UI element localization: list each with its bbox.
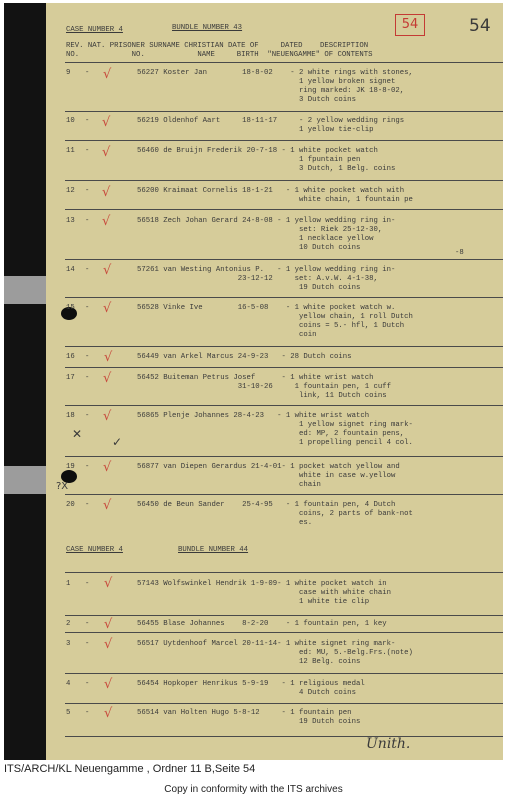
red-check-mark: √ <box>103 263 112 278</box>
red-check-mark: √ <box>103 301 112 316</box>
row-entry: 56865 Plenje Johannes 28-4-23 - 1 white wrist watch 1 yellow signet ring mark- ed: MP, 2 fountain pens, 1 propelling pencil 4 col. <box>137 412 413 447</box>
red-check-mark: √ <box>104 637 113 652</box>
row-divider <box>65 346 503 347</box>
rev-number: 16 <box>66 353 75 361</box>
row-entry: 56514 van Holten Hugo 5-8-12 - 1 fountain pen 19 Dutch coins <box>137 709 361 726</box>
column-headers-line-1: REV. NAT. PRISONER SURNAME CHRISTIAN DATE OF DATED DESCRIPTION <box>66 42 369 50</box>
nationality-dash: - <box>85 266 90 274</box>
rev-number: 4 <box>66 680 71 688</box>
rev-number: 18 <box>66 412 75 420</box>
nationality-dash: - <box>85 640 90 648</box>
red-check-mark: √ <box>104 706 113 721</box>
document-scan <box>4 3 503 760</box>
bundle-number-label: BUNDLE NUMBER 44 <box>178 546 249 554</box>
row-divider <box>65 62 503 63</box>
row-entry: 56452 Buiteman Petrus Josef - 1 white wrist watch 31-10-26 1 fountain pen, 1 cuff link, 11 Dutch coins <box>137 374 391 400</box>
row-divider <box>65 180 503 181</box>
nationality-dash: - <box>85 147 90 155</box>
punch-hole-strip <box>4 276 46 304</box>
nationality-dash: - <box>85 620 90 628</box>
row-entry: 56219 Oldenhof Aart 18-11-17 - 2 yellow wedding rings 1 yellow tie-clip <box>137 117 405 134</box>
rev-number: 13 <box>66 217 75 225</box>
nationality-dash: - <box>85 69 90 77</box>
red-check-mark: √ <box>103 409 112 424</box>
red-check-mark: √ <box>104 617 113 632</box>
rev-number: 3 <box>66 640 71 648</box>
row-divider <box>65 367 503 368</box>
rev-number: 1 <box>66 580 71 588</box>
red-check-mark: √ <box>104 677 113 692</box>
rev-number: 15 <box>66 304 75 312</box>
rev-number: 20 <box>66 501 75 509</box>
row-entry: 56460 de Bruijn Frederik 20-7-18 - 1 white pocket watch 1 fpuntain pen 3 Dutch, 1 Belg. coins <box>137 147 396 173</box>
bundle-number-label: BUNDLE NUMBER 43 <box>172 24 243 32</box>
row-divider <box>65 673 503 674</box>
row-divider <box>65 405 503 406</box>
row-entry: 56455 Blase Johannes 8-2-20 - 1 fountain pen, 1 key <box>137 620 387 628</box>
handwritten-page-number: 54 <box>469 16 491 36</box>
row-entry: 57143 Wolfswinkel Hendrik 1-9-09- 1 white pocket watch in case with white chain 1 white tie clip <box>137 580 391 606</box>
nationality-dash: - <box>85 412 90 420</box>
footer-source-reference: ITS/ARCH/KL Neuengamme , Ordner 11 B,Seite 54 <box>4 763 256 775</box>
rev-number: 17 <box>66 374 75 382</box>
row-divider <box>65 632 503 633</box>
row-entry: 56517 Uytdenhoof Marcel 20-11-14- 1 white signet ring mark- ed: MU, 5.-Belg.Frs.(note) 12 Belg. coins <box>137 640 413 666</box>
row-divider <box>65 736 503 737</box>
row-divider <box>65 615 503 616</box>
row-divider <box>65 259 503 260</box>
case-number-label: CASE NUMBER 4 <box>66 26 123 34</box>
row-divider <box>65 297 503 298</box>
row-divider <box>65 209 503 210</box>
rev-number: 14 <box>66 266 75 274</box>
red-check-mark: √ <box>103 460 112 475</box>
rev-number: 11 <box>66 147 75 155</box>
punch-hole-strip <box>4 466 46 494</box>
rev-number: 2 <box>66 620 71 628</box>
margin-annotation: -8 <box>455 249 464 257</box>
row-entry: 56518 Zech Johan Gerard 24-8-08 - 1 yellow wedding ring in- set: Riek 25-12-30, 1 necklace yellow 10 Dutch coins <box>137 217 396 252</box>
pencil-question-mark: ?X <box>56 481 69 492</box>
red-check-mark: √ <box>102 214 111 229</box>
row-entry: 57261 van Westing Antonius P. - 1 yellow wedding ring in- 23-12-12 set: A.v.W. 4-1-38, 19 Dutch coins <box>137 266 396 292</box>
rev-number: 5 <box>66 709 71 717</box>
row-divider <box>65 572 503 573</box>
nationality-dash: - <box>85 187 90 195</box>
red-check-mark: √ <box>103 498 112 513</box>
nationality-dash: - <box>85 304 90 312</box>
red-check-mark: √ <box>102 145 111 160</box>
nationality-dash: - <box>85 117 90 125</box>
rev-number: 10 <box>66 117 75 125</box>
row-divider <box>65 111 503 112</box>
row-entry: 56877 van Diepen Gerardus 21-4-01- 1 pocket watch yellow and white in case w.yellow chain <box>137 463 400 489</box>
row-divider <box>65 456 503 457</box>
red-check-mark: √ <box>103 371 112 386</box>
pencil-check-mark: ✓ <box>112 435 123 449</box>
pencil-cross-mark: ✕ <box>72 427 83 441</box>
nationality-dash: - <box>85 501 90 509</box>
rev-number: 12 <box>66 187 75 195</box>
rev-number: 9 <box>66 69 71 77</box>
row-divider <box>65 703 503 704</box>
rev-number: 19 <box>66 463 75 471</box>
row-entry: 56200 Kraimaat Cornelis 18-1-21 - 1 white pocket watch with white chain, 1 fountain pe <box>137 187 413 204</box>
nationality-dash: - <box>85 374 90 382</box>
row-entry: 56528 Vinke Ive 16-5-08 - 1 white pocket watch w. yellow chain, 1 roll Dutch coins = 5.- hfl, 1 Dutch coin <box>137 304 413 339</box>
nationality-dash: - <box>85 463 90 471</box>
red-check-mark: √ <box>102 115 111 130</box>
row-entry: 56449 van Arkel Marcus 24-9-23 - 28 Dutch coins <box>137 353 352 361</box>
nationality-dash: - <box>85 353 90 361</box>
nationality-dash: - <box>85 580 90 588</box>
row-divider <box>65 140 503 141</box>
red-check-mark: √ <box>102 185 111 200</box>
nationality-dash: - <box>85 680 90 688</box>
row-entry: 56454 Hopkoper Henrikus 5-9-19 - 1 religious medal 4 Dutch coins <box>137 680 365 697</box>
page-stamp: 54 <box>395 14 425 36</box>
case-number-label: CASE NUMBER 4 <box>66 546 123 554</box>
row-entry: 56450 de Beun Sander 25-4-95 - 1 fountain pen, 4 Dutch coins, 2 parts of bank-not es. <box>137 501 413 527</box>
row-entry: 56227 Koster Jan 18-8-02 - 2 white rings with stones, 1 yellow broken signet ring marked: JK 18-8-02, 3 Dutch coins <box>137 69 413 104</box>
red-check-mark: √ <box>103 67 112 82</box>
handwritten-signature: Unith. <box>366 736 411 752</box>
red-check-mark: √ <box>104 350 113 365</box>
footer-conformity-note: Copy in conformity with the ITS archives <box>164 784 343 795</box>
row-divider <box>65 494 503 495</box>
column-headers-line-2: NO. NO. NAME BIRTH "NEUENGAMME" OF CONTENTS <box>66 51 373 59</box>
nationality-dash: - <box>85 217 90 225</box>
nationality-dash: - <box>85 709 90 717</box>
red-check-mark: √ <box>104 576 113 591</box>
